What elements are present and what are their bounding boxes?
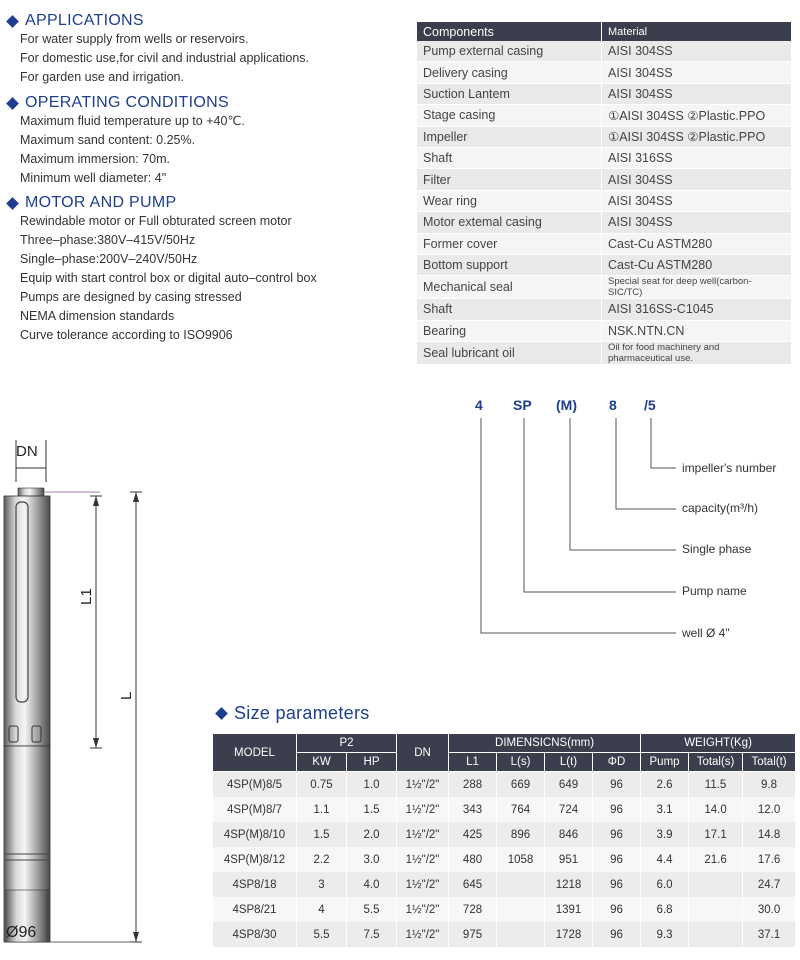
cell-ls: 764 (497, 797, 545, 822)
size-table-body (213, 772, 796, 948)
table-row (213, 797, 796, 822)
label-single-phase: Single phase (682, 542, 752, 556)
cell-kw: 4 (297, 897, 347, 922)
component-material: Cast-Cu ASTM280 (602, 254, 792, 275)
cell-pump-weight: 9.3 (641, 922, 689, 947)
label-capacity: capacity(m³/h) (682, 501, 759, 515)
size-subheader-row (213, 753, 796, 772)
cell-total-t: 37.1 (743, 922, 796, 947)
cell-total-t: 30.0 (743, 897, 796, 922)
table-row (213, 922, 796, 947)
component-name: Shaft (417, 299, 602, 320)
cell-lt: 649 (545, 772, 593, 798)
component-name: Mechanical seal (417, 276, 602, 299)
size-parameters-title: Size parameters (234, 703, 370, 723)
cell-total-s (689, 872, 743, 897)
header-dimensions: DIMENSICNS(mm) (449, 734, 641, 753)
cell-dn: 1½"/2" (397, 872, 449, 897)
component-material: AISI 304SS (602, 83, 792, 104)
cell-l1: 975 (449, 922, 497, 947)
header-phid: ΦD (593, 753, 641, 772)
motor-line: Single–phase:200V–240V/50Hz (20, 252, 198, 266)
cell-hp: 3.0 (347, 847, 397, 872)
header-model: MODEL (213, 734, 297, 772)
applications-title: APPLICATIONS (25, 12, 144, 29)
component-name: Filter (417, 169, 602, 190)
table-row (213, 822, 796, 847)
applications-line: For garden use and irrigation. (20, 70, 184, 84)
header-lt: L(t) (545, 753, 593, 772)
cell-dn: 1½"/2" (397, 847, 449, 872)
operating-line: Maximum fluid temperature up to +40℃. (20, 114, 245, 128)
table-row (213, 897, 796, 922)
components-header: Components (417, 22, 602, 41)
cell-total-t: 17.6 (743, 847, 796, 872)
l1-label: L1 (78, 588, 95, 605)
cell-model: 4SP8/21 (213, 897, 297, 922)
cell-kw: 5.5 (297, 922, 347, 947)
diameter-label: Ø96 (6, 924, 37, 941)
table-row (213, 872, 796, 897)
cell-kw: 0.75 (297, 772, 347, 798)
cell-total-t: 24.7 (743, 872, 796, 897)
cell-dn: 1½"/2" (397, 772, 449, 798)
cell-total-s (689, 922, 743, 947)
cell-model: 4SP(M)8/10 (213, 822, 297, 847)
cell-lt: 951 (545, 847, 593, 872)
component-name: Shaft (417, 147, 602, 168)
cell-total-t: 12.0 (743, 797, 796, 822)
cell-phid: 96 (593, 847, 641, 872)
cell-hp: 4.0 (347, 872, 397, 897)
component-name: Pump external casing (417, 41, 602, 62)
code-part-impeller: /5 (644, 397, 656, 413)
component-material: ①AISI 304SS ②Plastic.PPO (602, 105, 792, 126)
diamond-bullet-icon (215, 707, 228, 720)
cell-phid: 96 (593, 797, 641, 822)
cell-total-s: 21.6 (689, 847, 743, 872)
header-total-s: Total(s) (689, 753, 743, 772)
cell-l1: 728 (449, 897, 497, 922)
code-part-capacity: 8 (609, 397, 617, 413)
cell-kw: 1.5 (297, 822, 347, 847)
cell-hp: 1.5 (347, 797, 397, 822)
cell-ls (497, 872, 545, 897)
header-hp: HP (347, 753, 397, 772)
cell-total-t: 14.8 (743, 822, 796, 847)
component-name: Suction Lantem (417, 83, 602, 104)
header-total-t: Total(t) (743, 753, 796, 772)
cell-dn: 1½"/2" (397, 822, 449, 847)
cell-lt: 724 (545, 797, 593, 822)
operating-line: Maximum sand content: 0.25%. (20, 133, 196, 147)
cell-model: 4SP(M)8/7 (213, 797, 297, 822)
component-material: AISI 304SS (602, 212, 792, 233)
motor-line: NEMA dimension standards (20, 309, 175, 323)
code-part-phase: (M) (556, 397, 577, 413)
header-dn: DN (397, 734, 449, 772)
cell-l1: 480 (449, 847, 497, 872)
table-row (213, 772, 796, 798)
header-weight: WEIGHT(Kg) (641, 734, 796, 753)
cell-kw: 3 (297, 872, 347, 897)
cell-lt: 1391 (545, 897, 593, 922)
cell-model: 4SP(M)8/5 (213, 772, 297, 798)
motor-line: Curve tolerance according to ISO9906 (20, 328, 233, 342)
code-part-well: 4 (475, 397, 483, 413)
component-name: Wear ring (417, 190, 602, 211)
motor-line: Equip with start control box or digital auto–control box (20, 271, 317, 285)
motor-title: MOTOR AND PUMP (25, 194, 177, 211)
component-material: AISI 316SS-C1045 (602, 299, 792, 320)
header-l1: L1 (449, 753, 497, 772)
cell-total-s (689, 897, 743, 922)
cell-model: 4SP8/30 (213, 922, 297, 947)
label-pump-name: Pump name (682, 584, 747, 598)
component-name: Bearing (417, 320, 602, 341)
cell-dn: 1½"/2" (397, 897, 449, 922)
operating-line: Maximum immersion: 70m. (20, 152, 171, 166)
cell-pump-weight: 6.8 (641, 897, 689, 922)
cell-hp: 2.0 (347, 822, 397, 847)
cell-total-s: 17.1 (689, 822, 743, 847)
component-material: AISI 304SS (602, 190, 792, 211)
cell-lt: 1728 (545, 922, 593, 947)
size-header-row (213, 734, 796, 753)
cell-pump-weight: 3.9 (641, 822, 689, 847)
applications-line: For domestic use,for civil and industrial applications. (20, 51, 310, 65)
operating-title: OPERATING CONDITIONS (25, 94, 229, 111)
label-impeller-number: impeller's number (682, 461, 777, 475)
label-well-diameter: well Ø 4" (682, 626, 730, 640)
cell-total-t: 9.8 (743, 772, 796, 798)
component-material: AISI 304SS (602, 62, 792, 83)
cell-l1: 343 (449, 797, 497, 822)
component-material: Oil for food machinery and pharmaceutical use. (602, 342, 792, 365)
cell-phid: 96 (593, 822, 641, 847)
size-parameters-heading (213, 703, 370, 724)
cell-dn: 1½"/2" (397, 922, 449, 947)
cell-ls: 669 (497, 772, 545, 798)
cell-model: 4SP(M)8/12 (213, 847, 297, 872)
cell-pump-weight: 4.4 (641, 847, 689, 872)
applications-line: For water supply from wells or reservoirs. (20, 32, 249, 46)
cell-l1: 425 (449, 822, 497, 847)
component-name: Former cover (417, 233, 602, 254)
cell-pump-weight: 2.6 (641, 772, 689, 798)
component-name: Impeller (417, 126, 602, 147)
component-material: NSK.NTN.CN (602, 320, 792, 341)
motor-line: Pumps are designed by casing stressed (20, 290, 242, 304)
cell-phid: 96 (593, 872, 641, 897)
cell-phid: 96 (593, 772, 641, 798)
component-name: Delivery casing (417, 62, 602, 83)
cell-hp: 5.5 (347, 897, 397, 922)
l-label: L (118, 691, 135, 700)
component-name: Seal lubricant oil (417, 342, 602, 365)
material-header: Material (602, 22, 792, 41)
pump-illustration (0, 430, 160, 960)
component-material: AISI 304SS (602, 41, 792, 62)
cell-ls (497, 922, 545, 947)
cell-ls: 896 (497, 822, 545, 847)
header-pump: Pump (641, 753, 689, 772)
cell-phid: 96 (593, 922, 641, 947)
cell-model: 4SP8/18 (213, 872, 297, 897)
component-material: Cast-Cu ASTM280 (602, 233, 792, 254)
cell-dn: 1½"/2" (397, 797, 449, 822)
component-material: ①AISI 304SS ②Plastic.PPO (602, 126, 792, 147)
motor-line: Three–phase:380V–415V/50Hz (20, 233, 196, 247)
cell-kw: 2.2 (297, 847, 347, 872)
cell-pump-weight: 3.1 (641, 797, 689, 822)
cell-total-s: 11.5 (689, 772, 743, 798)
component-material: Special seat for deep well(carbon-SIC/TC) (602, 276, 792, 299)
dn-label: DN (16, 443, 38, 460)
cell-lt: 846 (545, 822, 593, 847)
cell-lt: 1218 (545, 872, 593, 897)
operating-line: Minimum well diameter: 4" (20, 171, 167, 185)
component-material: AISI 316SS (602, 147, 792, 168)
header-ls: L(s) (497, 753, 545, 772)
code-part-name: SP (513, 397, 532, 413)
cell-ls (497, 897, 545, 922)
cell-pump-weight: 6.0 (641, 872, 689, 897)
cell-phid: 96 (593, 897, 641, 922)
table-row (213, 847, 796, 872)
header-p2: P2 (297, 734, 397, 753)
component-name: Motor extemal casing (417, 212, 602, 233)
header-kw: KW (297, 753, 347, 772)
component-name: Bottom support (417, 254, 602, 275)
cell-l1: 288 (449, 772, 497, 798)
cell-hp: 1.0 (347, 772, 397, 798)
component-material: AISI 304SS (602, 169, 792, 190)
component-name: Stage casing (417, 105, 602, 126)
cell-l1: 645 (449, 872, 497, 897)
cell-total-s: 14.0 (689, 797, 743, 822)
cell-kw: 1.1 (297, 797, 347, 822)
cell-ls: 1058 (497, 847, 545, 872)
motor-line: Rewindable motor or Full obturated screen motor (20, 214, 292, 228)
size-parameters-table (212, 733, 796, 947)
cell-hp: 7.5 (347, 922, 397, 947)
